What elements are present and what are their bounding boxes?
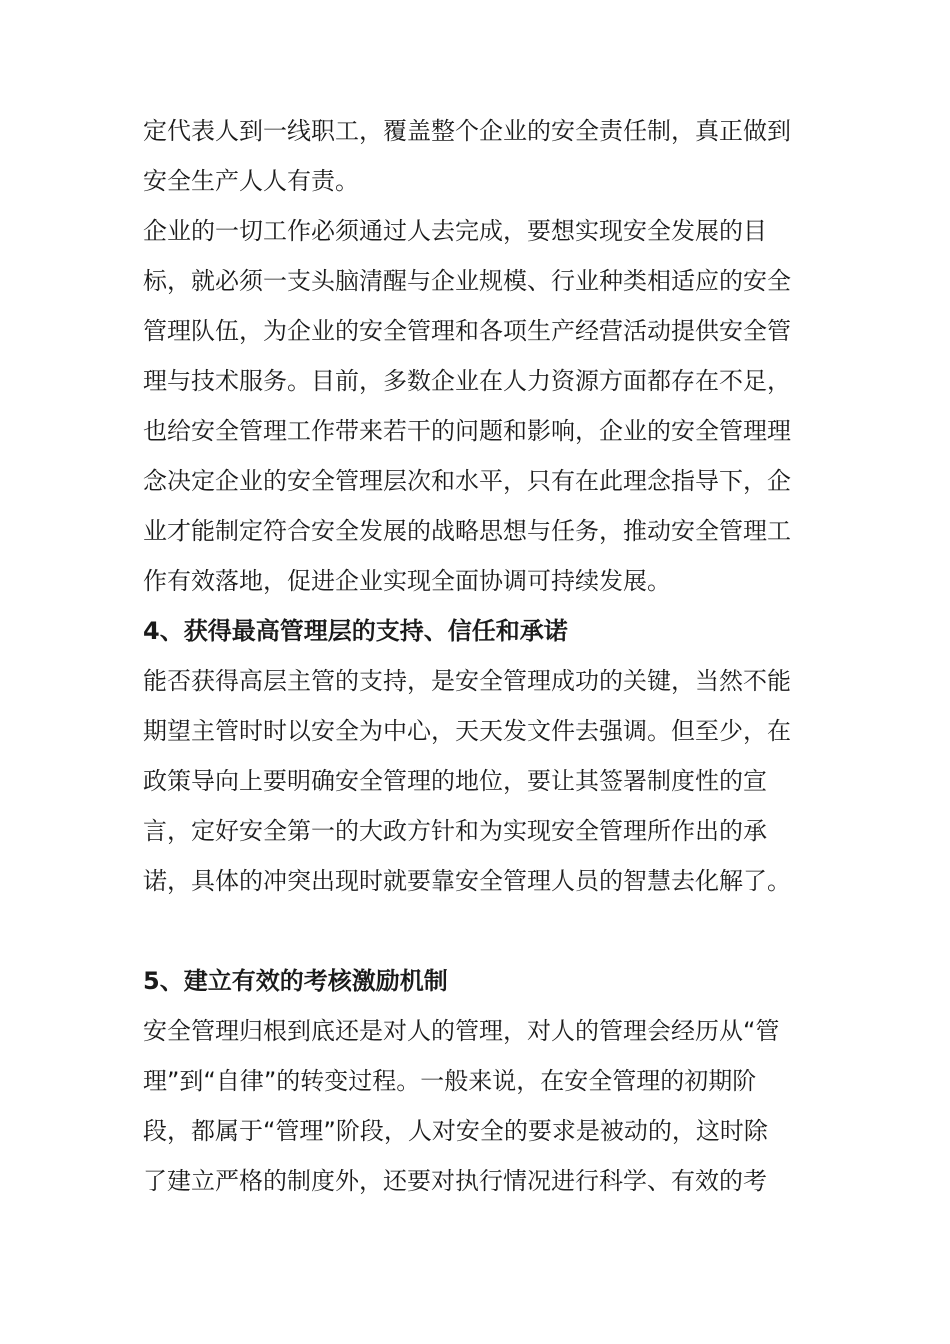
text-line: 定代表人到一线职工，覆盖整个企业的安全责任制，真正做到: [143, 117, 791, 145]
text-line: 言，定好安全第一的大政方针和为实现安全管理所作出的承: [143, 817, 767, 845]
blank-line: [143, 906, 803, 956]
document-body: [143, 106, 803, 1206]
section-heading-4: 4、获得最高管理层的支持、信任和承诺: [143, 617, 568, 645]
text-line: 段，都属于“管理”阶段，人对安全的要求是被动的，这时除: [143, 1117, 768, 1145]
text-line: 业才能制定符合安全发展的战略思想与任务，推动安全管理工: [143, 517, 791, 545]
paragraph: [143, 206, 803, 606]
paragraph: [143, 1006, 803, 1206]
paragraph: [143, 106, 803, 206]
text-line: 理”到“自律”的转变过程。一般来说，在安全管理的初期阶: [143, 1067, 757, 1095]
text-line: 理与技术服务。目前，多数企业在人力资源方面都存在不足，: [143, 367, 791, 395]
text-line: 安全生产人人有责。: [143, 167, 359, 195]
text-line: 诺，具体的冲突出现时就要靠安全管理人员的智慧去化解了。: [143, 867, 791, 895]
text-line: 能否获得高层主管的支持，是安全管理成功的关键，当然不能: [143, 667, 791, 695]
text-line: 企业的一切工作必须通过人去完成，要想实现安全发展的目: [143, 217, 767, 245]
text-line: 标，就必须一支头脑清醒与企业规模、行业种类相适应的安全: [143, 267, 791, 295]
text-line: 期望主管时时以安全为中心，天天发文件去强调。但至少，在: [143, 717, 791, 745]
text-line: 政策导向上要明确安全管理的地位，要让其签署制度性的宣: [143, 767, 767, 795]
text-line: 管理队伍，为企业的安全管理和各项生产经营活动提供安全管: [143, 317, 791, 345]
section-heading-5: 5、建立有效的考核激励机制: [143, 967, 448, 995]
text-line: 作有效落地，促进企业实现全面协调可持续发展。: [143, 567, 671, 595]
text-line: 也给安全管理工作带来若干的问题和影响，企业的安全管理理: [143, 417, 791, 445]
paragraph: [143, 656, 803, 906]
text-line: 安全管理归根到底还是对人的管理，对人的管理会经历从“管: [143, 1017, 780, 1045]
text-line: 念决定企业的安全管理层次和水平，只有在此理念指导下，企: [143, 467, 791, 495]
text-line: 了建立严格的制度外，还要对执行情况进行科学、有效的考: [143, 1167, 767, 1195]
